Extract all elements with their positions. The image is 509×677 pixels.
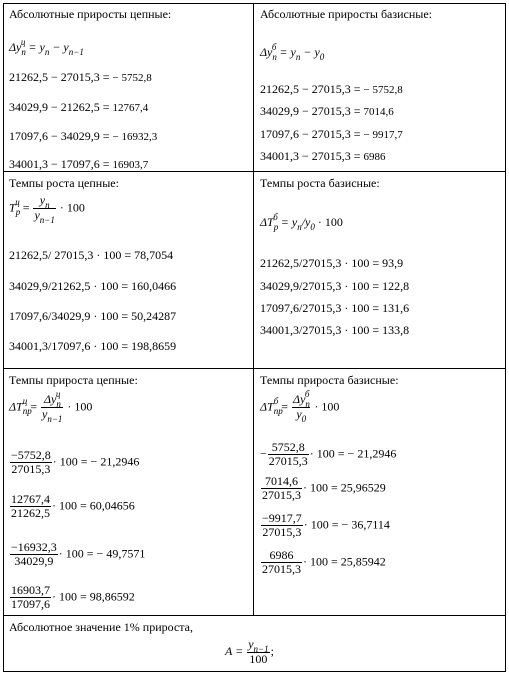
calc-row: 21262,5/ 27015,3 · 100 = 78,7054 (9, 248, 174, 262)
calc-row: 34001,3/27015,3 · 100 = 133,8 (260, 323, 410, 337)
cell-incr-base (254, 369, 505, 615)
calc-row: $\frac{-9917,7}{27015,3}$ · 100 = − 36,7114 (262, 511, 390, 539)
calc-row: 34001,3 − 17097,6 = 16903,7 (9, 157, 149, 171)
cell-abs-chain (3, 3, 253, 171)
calc-row: 17097,6 − 27015,3 = − 9917,7 (260, 127, 403, 141)
section-title: Темпы роста цепные: (9, 176, 119, 190)
formula-incr-chain: $\Delta T_{пр}^ц$ = $\frac{\Delta y_n^ц}{y_{n-1}}$ · 100 (9, 389, 93, 424)
cell-growth-chain (3, 172, 253, 368)
calc-row: 34029,9/21262,5 · 100 = 160,0466 (9, 279, 177, 293)
calc-row: 34029,9/27015,3 · 100 = 122,8 (260, 279, 410, 293)
cell-abs-value (3, 616, 505, 671)
calc-row: − $\frac{5752,8}{27015,3}$ · 100 = − 21,2946 (260, 440, 397, 468)
calc-row: $\frac{-5752,8}{27015,3}$ · 100 = − 21,2946 (11, 448, 140, 476)
formula-growth-chain: $T_p^ц$ = $\frac{y_n}{y_{n-1}}$ · 100 (9, 193, 85, 225)
calc-row: 21262,5 − 27015,3 = − 5752,8 (9, 70, 152, 84)
formula-abs-value: A = $\frac{y_{n-1}}{100}$ ; (225, 637, 274, 666)
calc-row: 21262,5/27015,3 · 100 = 93,9 (260, 256, 404, 270)
calc-row: $\frac{6986}{27015,3}$ · 100 = 25,85942 (262, 548, 386, 576)
table-border-right (505, 3, 506, 672)
formula-abs-base: $\Delta y_n^б = y_n - y_0$ (260, 42, 325, 62)
calc-row: 17097,6/27015,3 · 100 = 131,6 (260, 301, 410, 315)
calc-row: 34029,9 − 21262,5 = 12767,4 (9, 100, 149, 114)
formula-growth-base: $\Delta T_p^б = y_n/y_0 \cdot 100$ (260, 212, 343, 232)
calc-row: $\frac{12767,4}{21262,5}$ · 100 = 60,04656 (11, 492, 135, 520)
calc-row: $\frac{16903,7}{17097,6}$ · 100 = 98,86592 (11, 583, 135, 611)
cell-growth-base (254, 172, 505, 368)
section-title: Темпы прироста базисные: (260, 373, 399, 387)
calc-row: 34001,3 − 27015,3 = 6986 (260, 149, 386, 163)
calc-row: $\frac{7014,6}{27015,3}$ · 100 = 25,96529 (262, 474, 386, 502)
section-title: Темпы роста базисные: (260, 176, 380, 190)
table-border-bottom (3, 671, 506, 672)
calculation-table (3, 3, 506, 672)
section-title: Абсолютные приросты цепные: (9, 7, 172, 21)
calc-row: 17097,6 − 34029,9 = − 16932,3 (9, 129, 158, 143)
cell-incr-chain (3, 369, 253, 615)
calc-row: 21262,5 − 27015,3 = − 5752,8 (260, 82, 403, 96)
section-title: Абсолютные приросты базисные: (260, 7, 433, 21)
section-title: Абсолютное значение 1% прироста, (9, 620, 193, 634)
formula-abs-chain: $\Delta y_n^ц = y_n - y_{n-1}$ (9, 37, 84, 57)
calc-row: 17097,6/34029,9 · 100 = 50,24287 (9, 309, 177, 323)
calc-row: $\frac{-16932,3}{34029,9}$ · 100 = − 49,7571 (11, 540, 146, 568)
calc-row: 34029,9 − 27015,3 = 7014,6 (260, 104, 394, 118)
section-title: Темпы прироста цепные: (9, 373, 138, 387)
calc-row: 34001,3/17097,6 · 100 = 198,8659 (9, 339, 177, 353)
cell-abs-base (254, 3, 505, 171)
formula-incr-base: $\Delta T_{пр}^б$ = $\frac{\Delta y_n^б}{y_0}$ · 100 (260, 389, 340, 424)
